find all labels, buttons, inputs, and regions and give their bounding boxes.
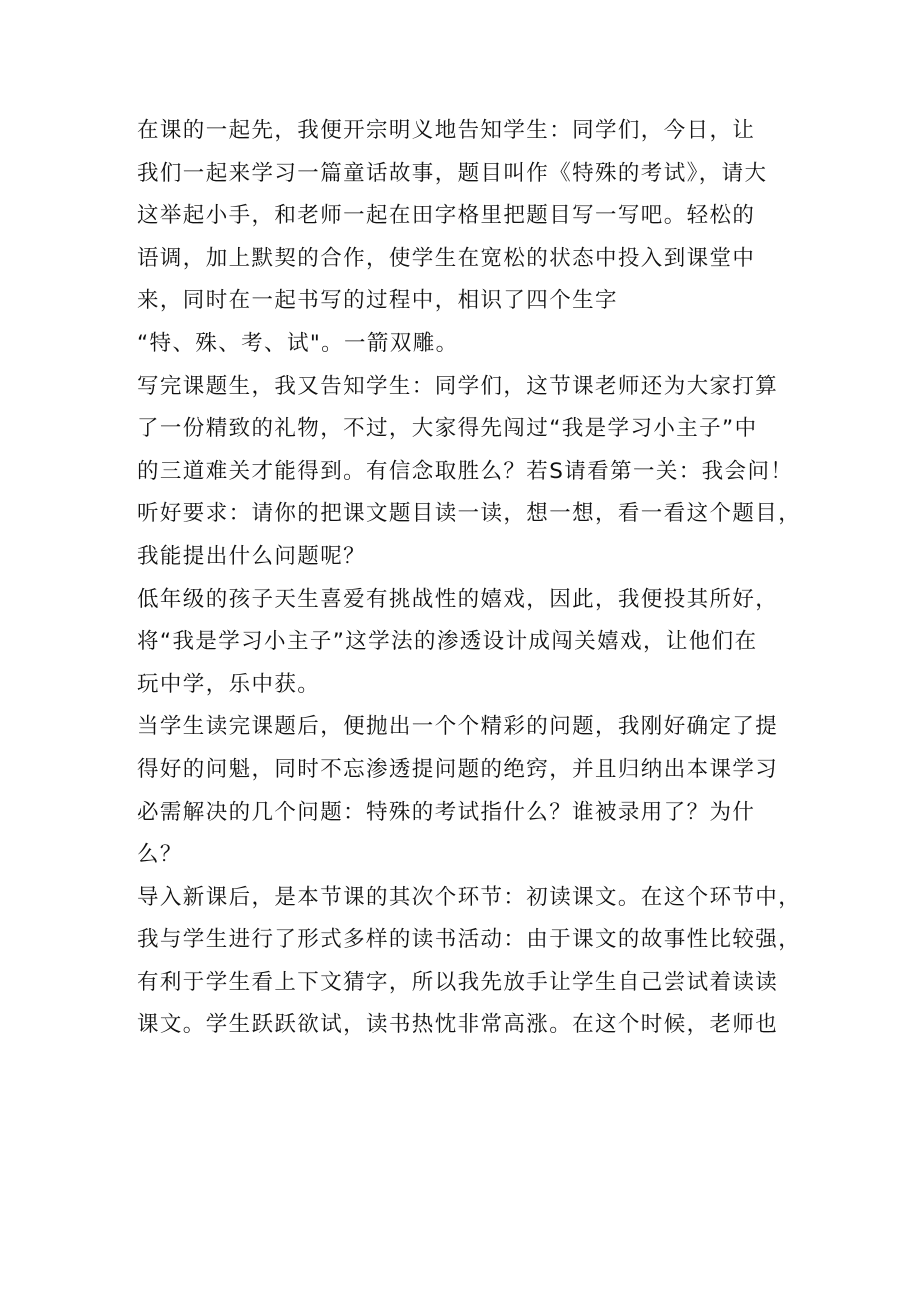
- text-line: 有利于学生看上下文猜字，所以我先放手让学生自己尝试着读读: [137, 969, 779, 995]
- text-line: 我们一起来学习一篇童话故事，题目叫作《特殊的考试》，请大: [137, 160, 768, 186]
- text-line: 将“我是学习小主子”这学法的渗透设计成闯关嬉戏，让他们在: [137, 629, 758, 655]
- text-line: 必需解决的几个问题：特殊的考试指什么？谁被录用了？为什: [137, 799, 756, 825]
- document-body: [137, 110, 802, 1047]
- text-line: 来，同时在一起书写的过程中，相识了四个生字: [137, 288, 618, 314]
- text-line: 写完课题生，我又告知学生：同学们，这节课老师还为大家打算: [137, 373, 779, 399]
- text-line: 语调，加上默契的合作，使学生在宽松的状态中投入到课堂中: [137, 245, 756, 271]
- text-line: 得好的问魁，同时不忘渗透提问题的绝窍，并且归纳出本课学习: [137, 756, 779, 782]
- text-line: 在课的一起先，我便开宗明义地告知学生：同学们，今日，让: [137, 118, 756, 143]
- text-line: 导入新课后，是本节课的其次个环节：初读课文。在这个环节中，: [137, 884, 802, 910]
- text-line: 我能提出什么问题呢？: [137, 543, 367, 569]
- text-line: 么？: [137, 842, 183, 868]
- text-line: 听好要求：请你的把课文题目读一读，想一想，看一看这个题目，: [137, 501, 802, 527]
- text-line: 玩中学，乐中获。: [137, 671, 321, 697]
- text-line: 课文。学生跃跃欲试，读书热忱非常高涨。在这个时候，老师也: [137, 1012, 779, 1038]
- text-line: 低年级的孩子天生喜爱有挑战性的嬉戏，因此，我便投其所好，: [137, 586, 779, 612]
- text-line: 了一份精致的礼物，不过，大家得先闯过“我是学习小主子”中: [137, 416, 758, 442]
- text-line: 这举起小手，和老师一起在田字格里把题目写一写吧。轻松的: [137, 203, 756, 229]
- text-line: 我与学生进行了形式多样的读书活动：由于课文的故事性比较强，: [137, 927, 802, 953]
- text-line: 的三道难关才能得到。有信念取胜么？若S请看第一关：我会问！: [137, 458, 794, 484]
- text-line: “特、殊、考、试"。一箭双雕。: [137, 330, 459, 356]
- text-line: 当学生读完课题后，便抛出一个个精彩的问题，我刚好确定了提: [137, 714, 779, 740]
